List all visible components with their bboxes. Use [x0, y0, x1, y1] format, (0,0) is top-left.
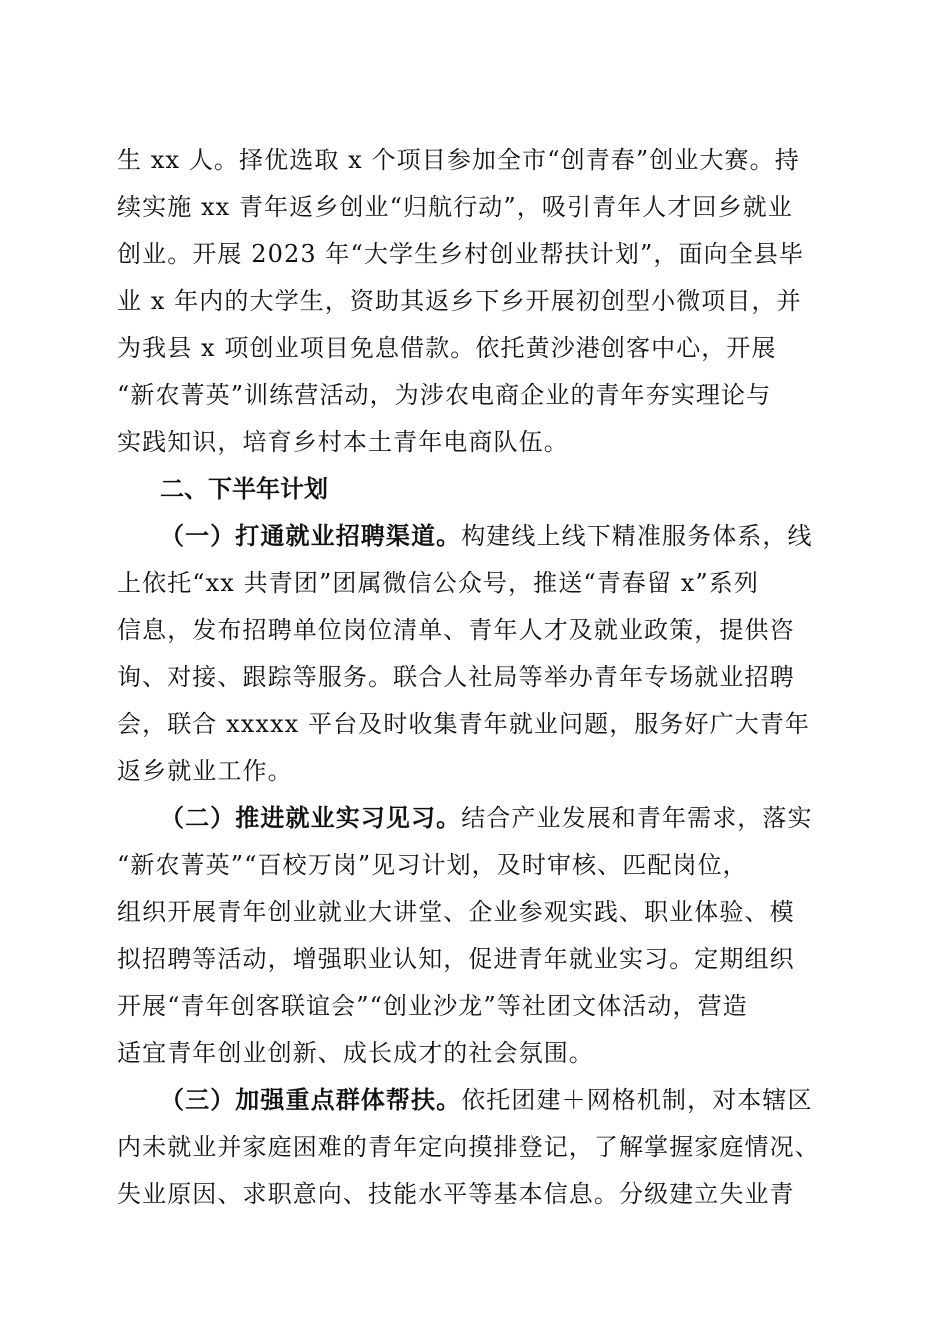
paragraph-line: “新农菁英”“百校万岗”见习计划，及时审核、匹配岗位，: [117, 851, 748, 879]
subsection-first-line: [160, 802, 813, 834]
paragraph-line: 询、对接、跟踪等服务。联合人社局等举办青年专场就业招聘: [117, 663, 795, 691]
paragraph-line: 会，联合 xxxxx 平台及时收集青年就业问题，服务好广大青年: [117, 710, 811, 738]
section-heading: 二、下半年计划: [160, 475, 328, 503]
paragraph-line: 拟招聘等活动，增强职业认知，促进青年就业实习。定期组织: [117, 945, 795, 973]
paragraph-line: “新农菁英”训练营活动，为涉农电商企业的青年夯实理论与: [117, 381, 772, 409]
paragraph-line: 组织开展青年创业就业大讲堂、企业参观实践、职业体验、模: [117, 898, 795, 926]
paragraph-line: 创业。开展 2023 年“大学生乡村创业帮扶计划”，面向全县毕: [117, 240, 804, 268]
paragraph-line: 上依托“xx 共青团”团属微信公众号，推送“青春留 x”系列: [117, 569, 759, 597]
subsection-first-line: [160, 520, 813, 552]
paragraph-line: 实践知识，培育乡村本土青年电商队伍。: [117, 428, 569, 456]
paragraph-line: 信息，发布招聘单位岗位清单、青年人才及就业政策，提供咨: [117, 616, 795, 644]
paragraph-line: 适宜青年创业创新、成长成才的社会氛围。: [117, 1039, 594, 1067]
paragraph-line: 为我县 x 项创业项目免息借款。依托黄沙港创客中心，开展: [117, 334, 777, 362]
subsection-first-line: [160, 1084, 813, 1116]
subsection-title: （三）加强重点群体帮扶。: [160, 1085, 462, 1114]
subsection-text: 依托团建＋网格机制，对本辖区: [461, 1086, 813, 1114]
paragraph-line: 续实施 xx 青年返乡创业“归航行动”，吸引青年人才回乡就业: [117, 193, 793, 221]
subsection-title: （二）推进就业实习见习。: [160, 803, 462, 832]
paragraph-line: 开展“青年创客联谊会”“创业沙龙”等社团文体活动，营造: [117, 992, 748, 1020]
paragraph-line: 内未就业并家庭困难的青年定向摸排登记，了解掌握家庭情况、: [117, 1133, 820, 1161]
subsection-title: （一）打通就业招聘渠道。: [160, 521, 462, 550]
subsection-text: 结合产业发展和青年需求，落实: [461, 804, 813, 832]
paragraph-line: 失业原因、求职意向、技能水平等基本信息。分级建立失业青: [117, 1180, 795, 1208]
subsection-text: 构建线上线下精准服务体系，线: [461, 522, 813, 550]
paragraph-line: 生 xx 人。择优选取 x 个项目参加全市“创青春”创业大赛。持: [117, 146, 800, 174]
paragraph-line: 业 x 年内的大学生，资助其返乡下乡开展初创型小微项目，并: [117, 287, 802, 315]
paragraph-line: 返乡就业工作。: [117, 757, 293, 785]
